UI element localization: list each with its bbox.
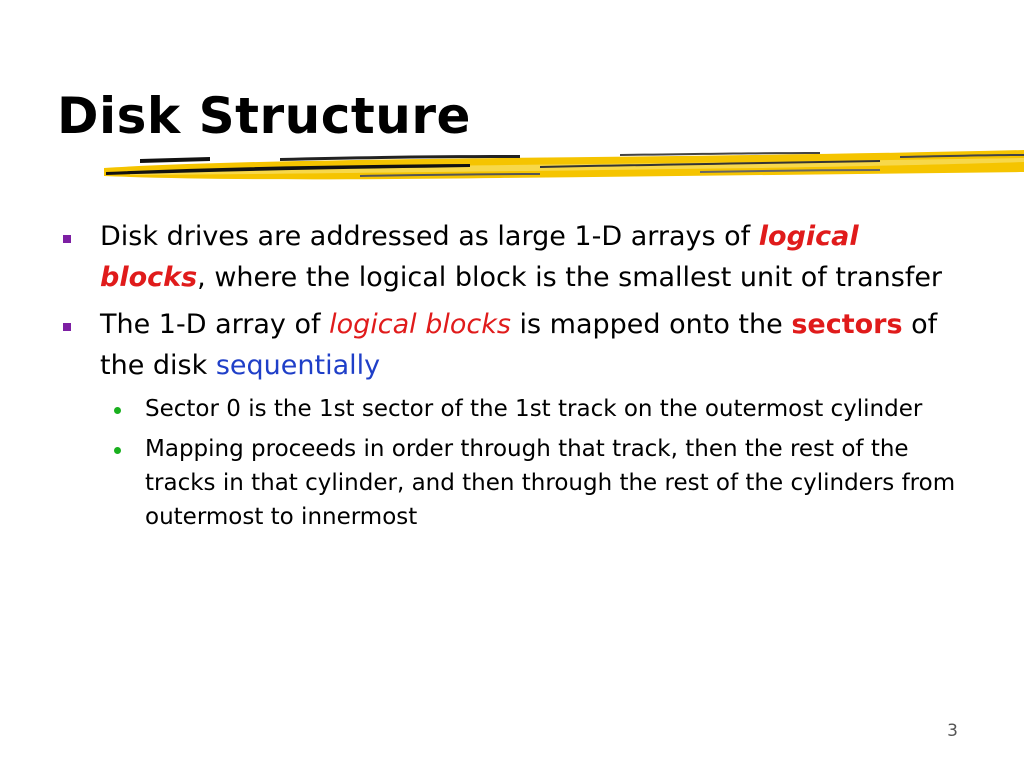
highlight-text: sequentially bbox=[215, 350, 381, 381]
bullet-text: The 1-D array of bbox=[100, 309, 330, 340]
square-bullet-icon bbox=[63, 323, 71, 331]
bullet-text: Disk drives are addressed as large 1-D arrays of bbox=[100, 221, 759, 252]
bullet-item bbox=[62, 216, 962, 298]
title-underline-brushstroke bbox=[0, 140, 1024, 196]
sub-bullet-text: Mapping proceeds in order through that track, then the rest of the tracks in that cylinder, and then through the rest of the cylinders from outermost to innermost bbox=[145, 436, 956, 530]
dot-bullet-icon bbox=[114, 407, 121, 414]
dot-bullet-icon bbox=[114, 447, 121, 454]
page-number: 3 bbox=[947, 721, 958, 741]
highlight-text: sectors bbox=[791, 309, 903, 340]
bullet-text: , where the logical block is the smallest unit of transfer bbox=[197, 262, 943, 293]
sub-bullet-list bbox=[62, 392, 962, 534]
bullet-text: is mapped onto the bbox=[510, 309, 792, 340]
sub-bullet-text: Sector 0 is the 1st sector of the 1st track on the outermost cylinder bbox=[145, 396, 923, 422]
square-bullet-icon bbox=[63, 235, 71, 243]
bullet-text: of the disk bbox=[100, 309, 938, 381]
bullet-list bbox=[62, 216, 962, 540]
slide-title: Disk Structure bbox=[57, 87, 471, 145]
sub-bullet-item bbox=[100, 432, 962, 534]
sub-bullet-item bbox=[100, 392, 962, 426]
highlight-text: logical blocks bbox=[100, 221, 859, 293]
bullet-item bbox=[62, 304, 962, 386]
highlight-text: logical blocks bbox=[329, 309, 511, 340]
